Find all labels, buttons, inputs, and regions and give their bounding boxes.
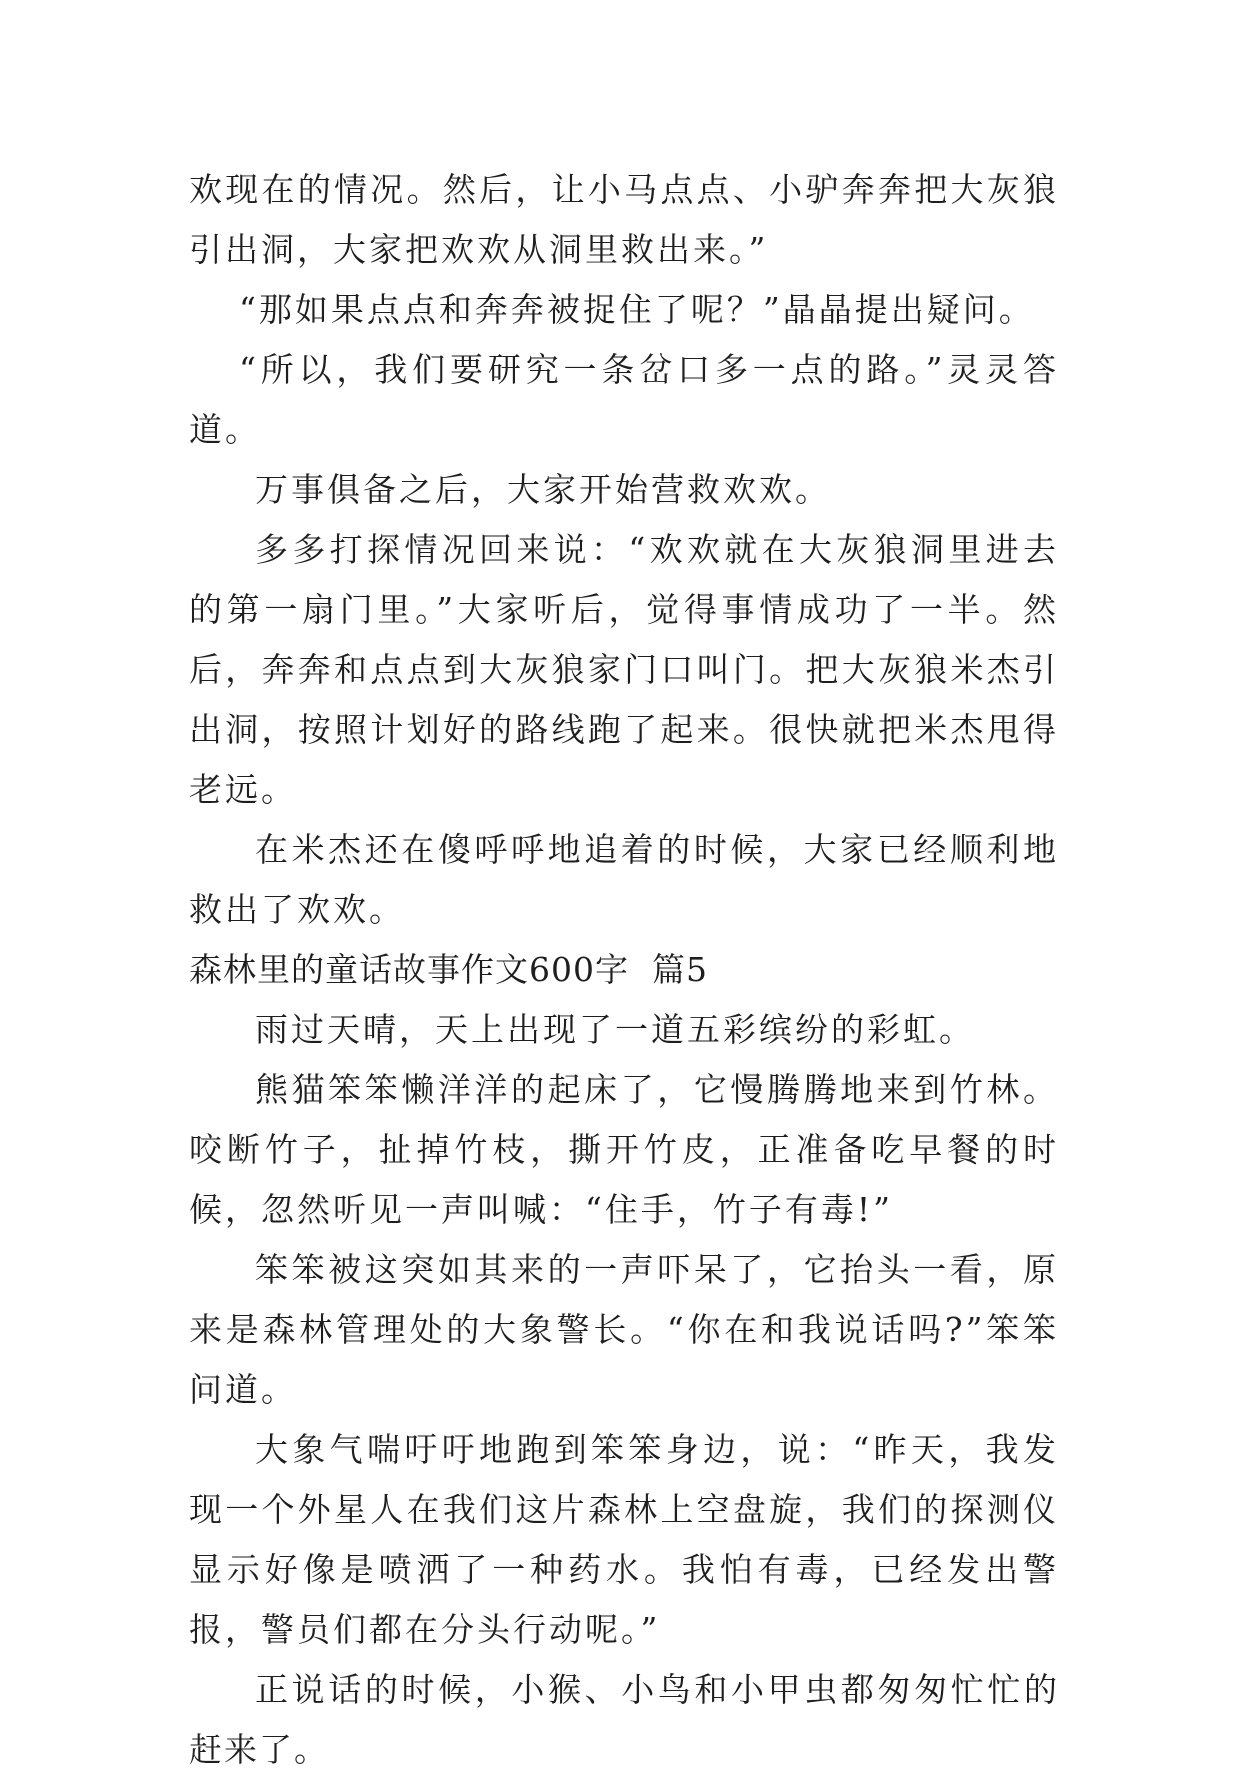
paragraph-continuation: 欢现在的情况。然后，让小马点点、小驴奔奔把大灰狼引出洞，大家把欢欢从洞里救出来。” [189, 170, 1059, 269]
paragraph-elephant: 笨笨被这突如其来的一声吓呆了，它抬头一看，原来是森林管理处的大象警长。“你在和我说话吗?”笨笨问道。 [189, 1250, 1059, 1409]
paragraph-question: “那如果点点和奔奔被捉住了呢？”晶晶提出疑问。 [239, 290, 1035, 329]
section-heading: 森林里的童话故事作文600字 篇5 [189, 950, 708, 989]
paragraph-rainbow: 雨过天晴，天上出现了一道五彩缤纷的彩虹。 [255, 1010, 975, 1049]
paragraph-preparation: 万事俱备之后，大家开始营救欢欢。 [255, 470, 831, 509]
paragraph-answer: “所以，我们要研究一条岔口多一点的路。”灵灵答道。 [189, 350, 1059, 449]
paragraph-panda: 熊猫笨笨懒洋洋的起床了，它慢腾腾地来到竹林。咬断竹子，扯掉竹枝，撕开竹皮，正准备吃早餐的时候，忽然听见一声叫喊：“住手，竹子有毒!” [189, 1070, 1059, 1229]
paragraph-rescue-result: 在米杰还在傻呼呼地追着的时候，大家已经顺利地救出了欢欢。 [189, 830, 1059, 929]
document-body [189, 160, 1059, 1780]
paragraph-rescue-plan: 多多打探情况回来说：“欢欢就在大灰狼洞里进去的第一扇门里。”大家听后，觉得事情成功了一半。然后，奔奔和点点到大灰狼家门口叫门。把大灰狼米杰引出洞，按照计划好的路线跑了起来。很快就把米杰甩得老远。 [189, 530, 1059, 809]
paragraph-alien: 大象气喘吁吁地跑到笨笨身边，说：“昨天，我发现一个外星人在我们这片森林上空盘旋，我们的探测仪显示好像是喷洒了一种药水。我怕有毒，已经发出警报，警员们都在分头行动呢。” [189, 1430, 1059, 1649]
paragraph-friends-arrive: 正说话的时候，小猴、小鸟和小甲虫都匆匆忙忙的赶来了。 [189, 1670, 1059, 1769]
